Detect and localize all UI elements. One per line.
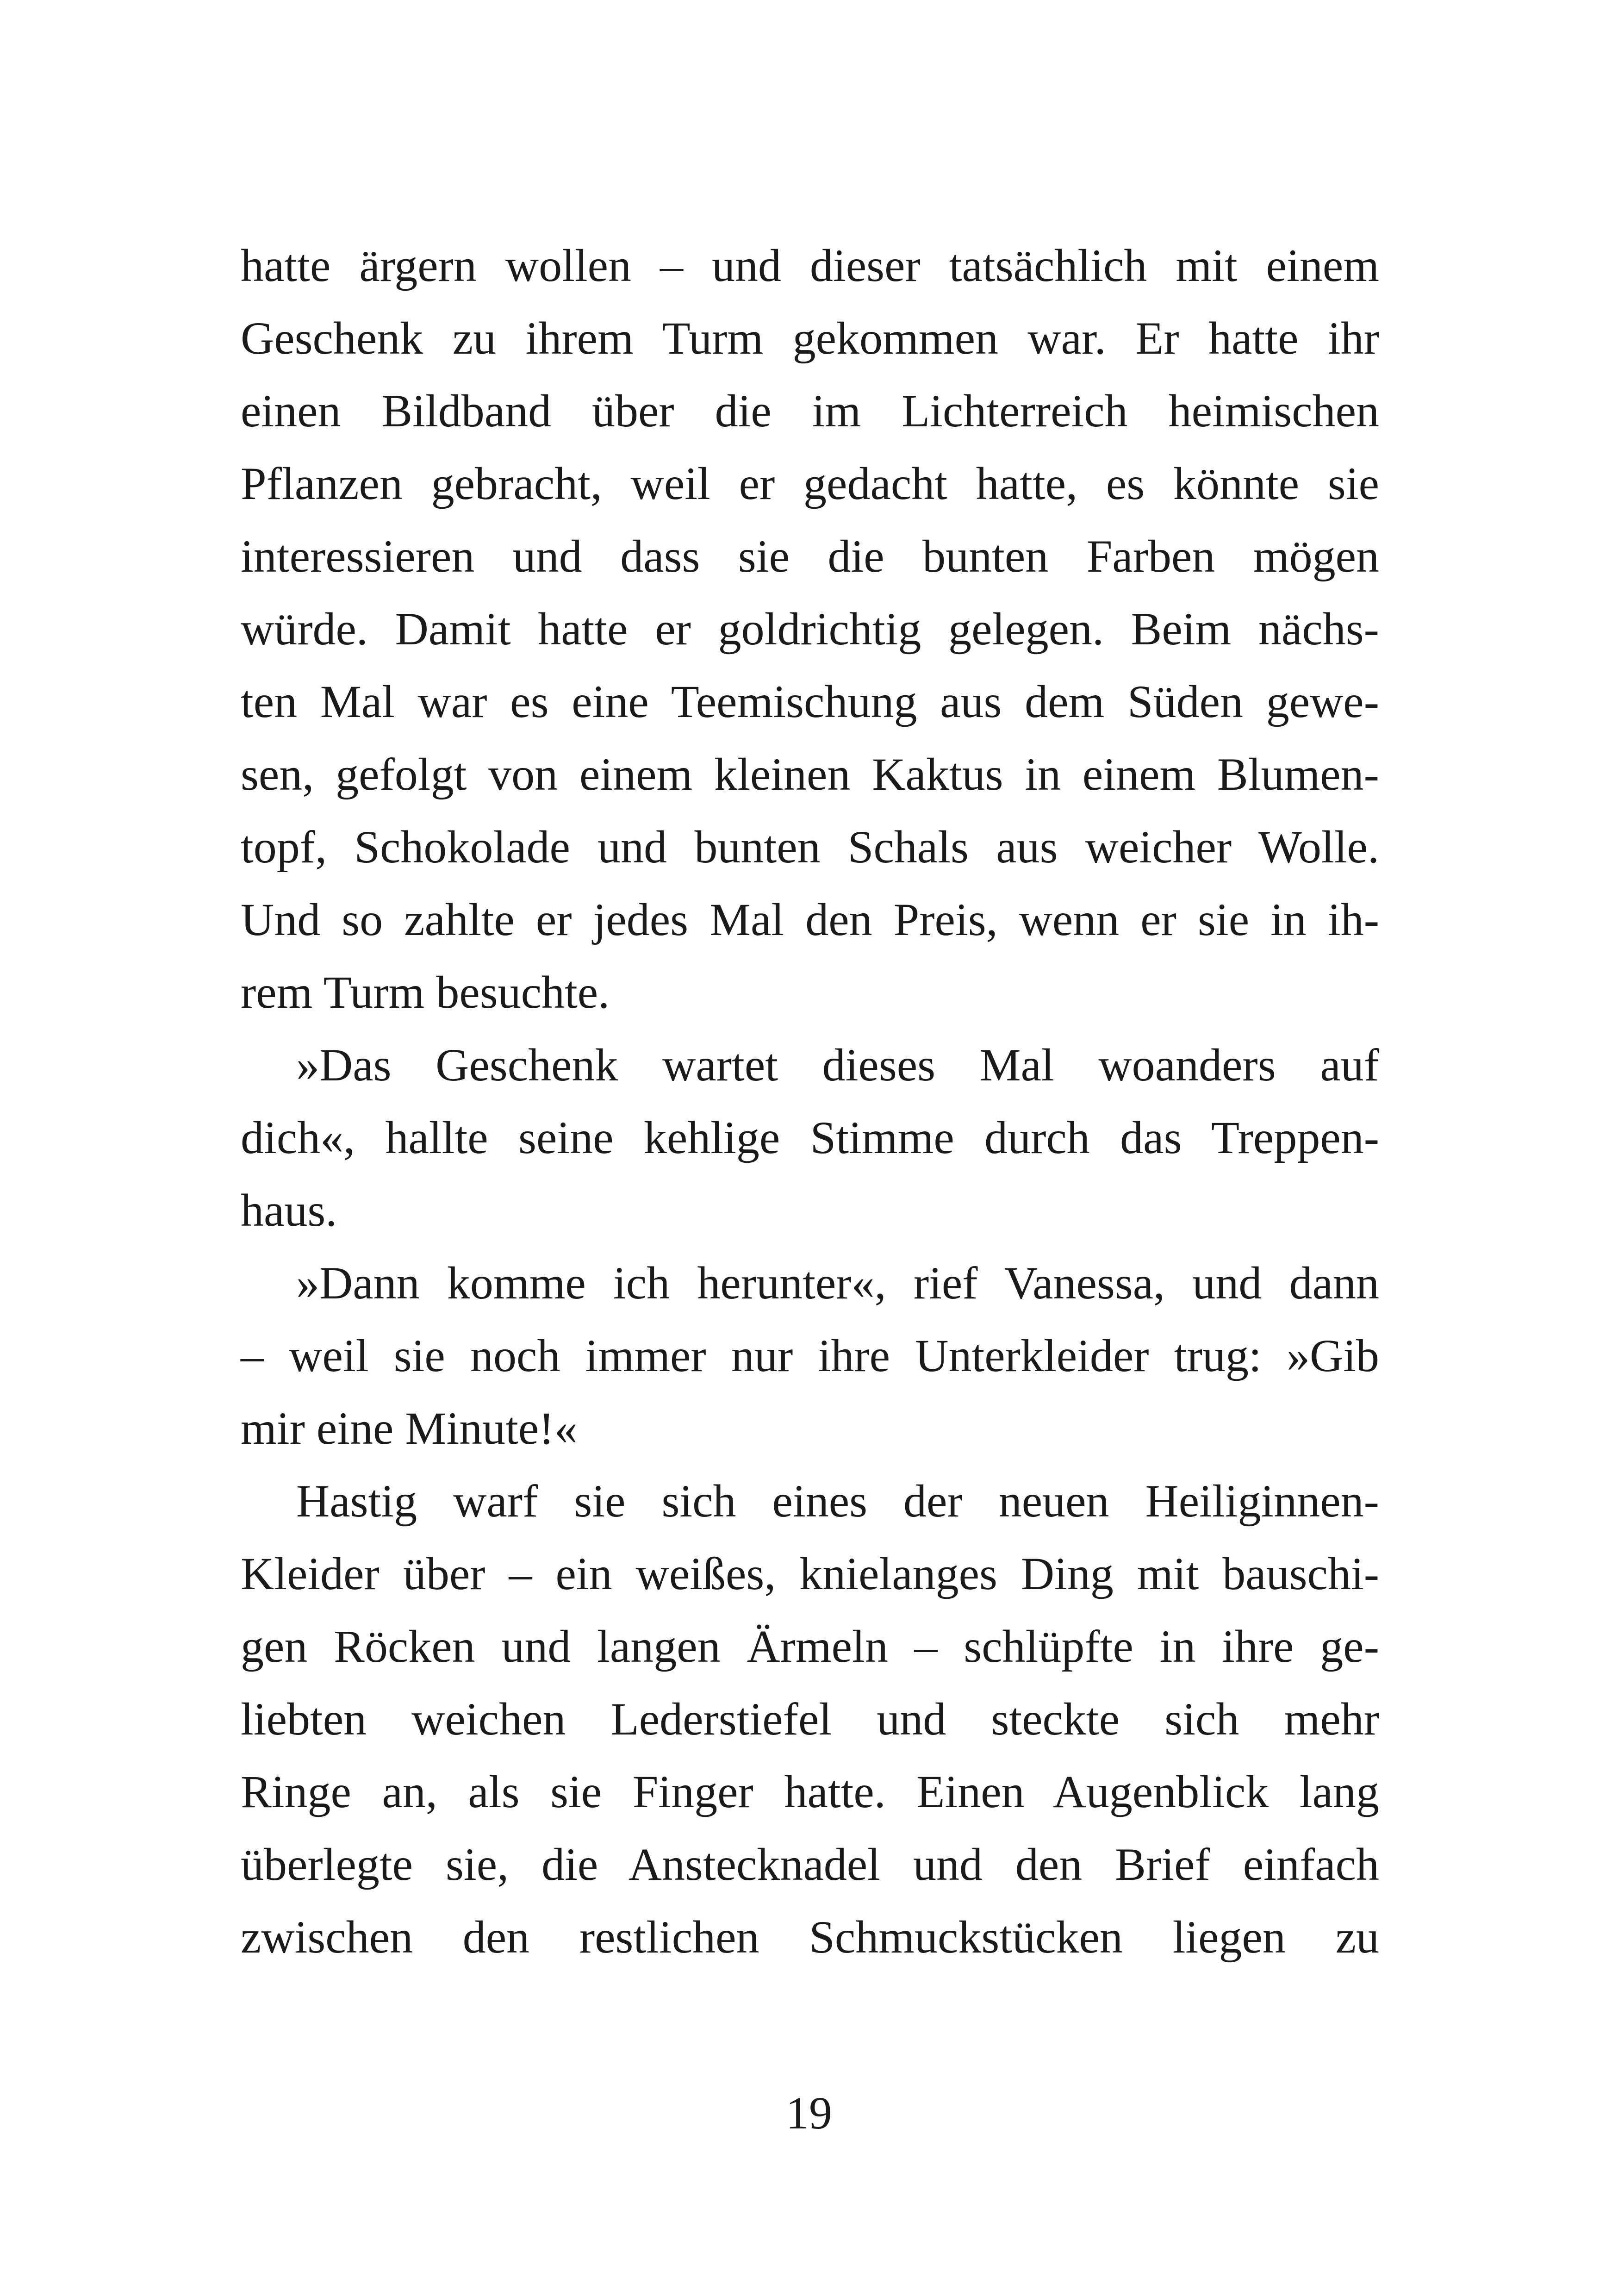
text-line: »Das Geschenk wartet dieses Mal woanders auf — [296, 1039, 1379, 1091]
text-line: Ringe an, als sie Finger hatte. Einen Augenblick lang — [241, 1766, 1379, 1817]
text-line: ten Mal war es eine Teemischung aus dem Süden gewe- — [241, 676, 1379, 727]
text-line: einen Bildband über die im Lichterreich heimischen — [241, 385, 1379, 437]
body-text — [241, 229, 1379, 1973]
text-line: überlegte sie, die Anstecknadel und den Brief einfach — [241, 1839, 1379, 1890]
text-line: gen Röcken und langen Ärmeln – schlüpfte in ihre ge- — [241, 1621, 1379, 1672]
text-line: »Dann komme ich herunter«, rief Vanessa, und dann — [296, 1257, 1379, 1309]
text-line: Geschenk zu ihrem Turm gekommen war. Er hatte ihr — [241, 312, 1379, 364]
text-line: rem Turm besuchte. — [241, 967, 610, 1018]
text-line: hatte ärgern wollen – und dieser tatsächlich mit einem — [241, 240, 1379, 291]
text-line: interessieren und dass sie die bunten Farben mögen — [241, 530, 1379, 582]
text-line: sen, gefolgt von einem kleinen Kaktus in einem Blumen- — [241, 749, 1379, 800]
text-line: würde. Damit hatte er goldrichtig gelegen. Beim nächs- — [241, 603, 1379, 655]
text-line: Pflanzen gebracht, weil er gedacht hatte, es könnte sie — [241, 458, 1379, 509]
text-line: – weil sie noch immer nur ihre Unterkleider trug: »Gib — [241, 1330, 1379, 1381]
text-line: topf, Schokolade und bunten Schals aus weicher Wolle. — [241, 821, 1379, 873]
text-line: Und so zahlte er jedes Mal den Preis, wenn er sie in ih- — [241, 894, 1379, 945]
page-number: 19 — [786, 2087, 832, 2139]
text-line: zwischen den restlichen Schmuckstücken liegen zu — [241, 1911, 1379, 1963]
text-line: haus. — [241, 1185, 337, 1236]
text-line: dich«, hallte seine kehlige Stimme durch das Treppen- — [241, 1112, 1379, 1163]
text-line: Hastig warf sie sich eines der neuen Heiliginnen- — [296, 1475, 1379, 1527]
text-line: mir eine Minute!« — [241, 1403, 578, 1454]
text-line: Kleider über – ein weißes, knielanges Ding mit bauschi- — [241, 1548, 1379, 1599]
text-line: liebten weichen Lederstiefel und steckte sich mehr — [241, 1693, 1379, 1745]
